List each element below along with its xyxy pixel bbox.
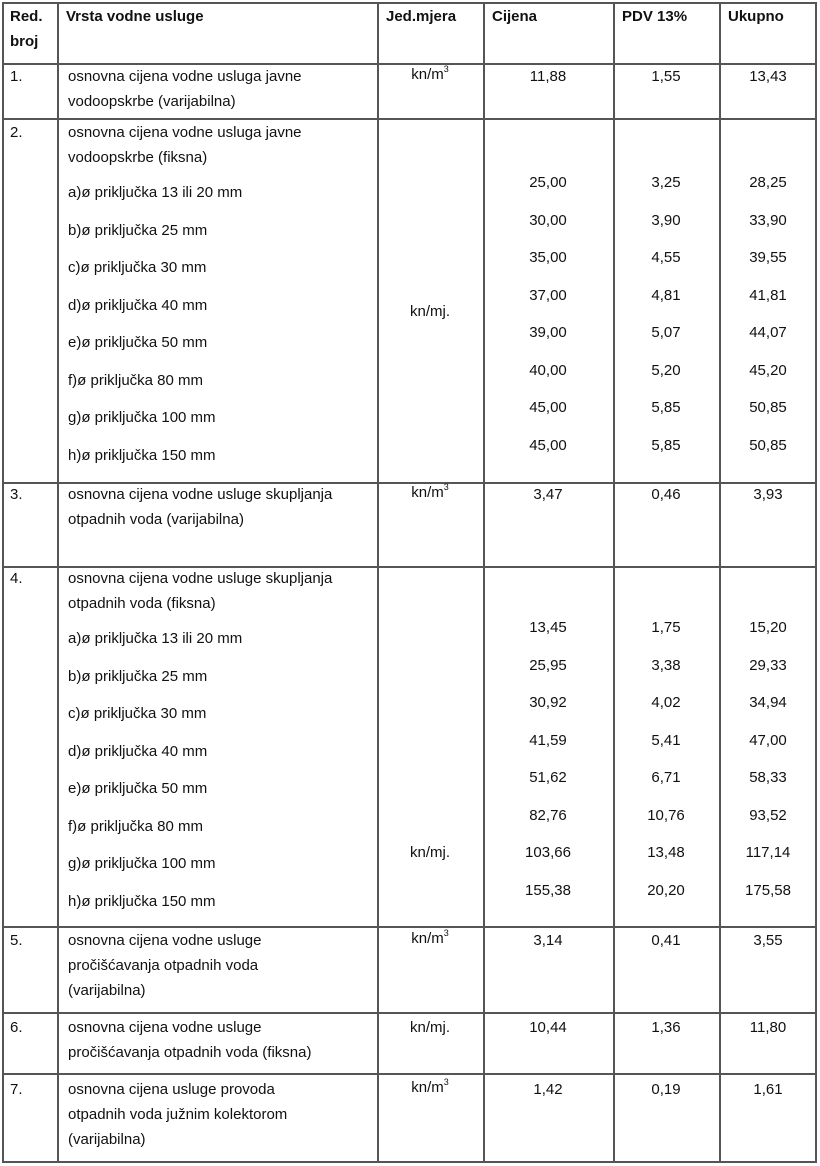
header-cijena: Cijena xyxy=(492,8,538,25)
row-number: 6. xyxy=(10,1019,23,1036)
ukupno-cell: 29,33 xyxy=(749,656,787,674)
sub-item-label: d)ø priključka 40 mm xyxy=(68,742,208,760)
column-divider xyxy=(57,4,59,1161)
pdv-cell: 1,75 xyxy=(651,619,681,636)
row-description xyxy=(68,928,261,1003)
description-line: otpadnih voda (varijabilna) xyxy=(68,511,244,528)
unit-text: kn/m xyxy=(411,484,444,501)
ukupno-cell: 39,55 xyxy=(749,249,787,266)
ukupno-cell: 47,00 xyxy=(749,731,787,749)
sub-item-label: c)ø priključka 30 mm xyxy=(68,705,207,722)
header-jed-mjera: Jed.mjera xyxy=(386,8,457,25)
ukupno-column xyxy=(719,164,817,464)
pdv-cell: 4,55 xyxy=(651,249,681,266)
ukupno-cell: 44,07 xyxy=(749,324,787,341)
ukupno-cell: 175,58 xyxy=(745,881,791,899)
ukupno-cell: 41,81 xyxy=(749,286,787,304)
ukupno-cell: 50,85 xyxy=(749,436,787,454)
description-line: osnovna cijena vodne usluga javne xyxy=(68,68,302,85)
pdv-cell: 3,90 xyxy=(651,211,681,229)
row-number: 1. xyxy=(10,68,23,85)
ukupno-cell: 1,61 xyxy=(753,1081,783,1098)
description-line: pročišćavanja otpadnih voda (fiksna) xyxy=(68,1044,312,1061)
ukupno-cell: 3,55 xyxy=(753,932,783,949)
description-line: (varijabilna) xyxy=(68,1131,146,1148)
sub-item-label: b)ø priključka 25 mm xyxy=(68,667,208,685)
cijena-cell: 1,42 xyxy=(533,1081,563,1098)
cijena-cell: 37,00 xyxy=(529,286,567,304)
cijena-cell: 10,44 xyxy=(529,1019,567,1036)
sub-item-label: a)ø priključka 13 ili 20 mm xyxy=(68,184,243,201)
pdv-column xyxy=(613,164,719,464)
cijena-cell: 155,38 xyxy=(525,881,571,899)
cijena-cell: 103,66 xyxy=(525,844,571,861)
cijena-cell: 25,00 xyxy=(529,174,567,191)
sub-item-label: f)ø priključka 80 mm xyxy=(68,371,204,389)
unit-exponent: 3 xyxy=(443,482,449,492)
ukupno-cell: 28,25 xyxy=(749,174,787,191)
pdv-cell: 5,07 xyxy=(651,324,681,341)
pdv-cell: 6,71 xyxy=(651,769,681,786)
row-description xyxy=(68,1015,311,1065)
description-line: vodoopskrbe (fiksna) xyxy=(68,149,208,166)
sub-item-label: b)ø priključka 25 mm xyxy=(68,221,208,239)
description-line: osnovna cijena usluge provoda xyxy=(68,1081,275,1098)
sub-item-label: h)ø priključka 150 mm xyxy=(68,892,216,910)
ukupno-cell: 45,20 xyxy=(749,361,787,379)
cijena-cell: 3,47 xyxy=(533,486,563,503)
pdv-cell: 1,36 xyxy=(651,1019,681,1036)
pdv-cell: 4,81 xyxy=(651,286,681,304)
header-vrsta: Vrsta vodne usluge xyxy=(66,8,204,25)
sub-item-label: d)ø priključka 40 mm xyxy=(68,296,208,314)
description-line: osnovna cijena vodne usluge skupljanja xyxy=(68,570,333,587)
sub-item-label: a)ø priključka 13 ili 20 mm xyxy=(68,630,243,647)
description-line: osnovna cijena vodne usluge skupljanja xyxy=(68,486,333,503)
cijena-column xyxy=(483,164,613,464)
pdv-cell: 5,20 xyxy=(651,361,681,379)
pdv-cell: 3,38 xyxy=(651,656,681,674)
ukupno-cell: 33,90 xyxy=(749,211,787,229)
row-number: 7. xyxy=(10,1081,23,1098)
pdv-cell: 1,55 xyxy=(651,68,681,85)
ukupno-column xyxy=(719,609,817,909)
pdv-cell: 0,46 xyxy=(651,486,681,503)
cijena-cell: 13,45 xyxy=(529,619,567,636)
sub-item-label: e)ø priključka 50 mm xyxy=(68,780,208,797)
unit-cell: kn/mj. xyxy=(409,1019,450,1036)
pdv-cell: 3,25 xyxy=(651,174,681,191)
cijena-cell: 82,76 xyxy=(529,806,567,824)
unit-cell xyxy=(377,480,483,505)
cijena-cell: 45,00 xyxy=(529,399,567,416)
ukupno-cell: 93,52 xyxy=(749,806,787,824)
unit-text: kn/m xyxy=(411,66,444,83)
header-red-broj-line1: Red. xyxy=(10,8,43,25)
ukupno-cell: 11,80 xyxy=(749,1019,787,1036)
unit-exponent: 3 xyxy=(443,928,449,938)
pdv-cell: 4,02 xyxy=(651,694,681,711)
pdv-cell: 5,85 xyxy=(651,399,681,416)
sub-item-label: c)ø priključka 30 mm xyxy=(68,259,207,276)
description-line: otpadnih voda južnim kolektorom xyxy=(68,1106,288,1123)
description-line: osnovna cijena vodne usluga javne xyxy=(68,124,302,141)
header-red-broj-line2: broj xyxy=(10,33,39,50)
row-number: 4. xyxy=(10,570,23,587)
unit-exponent: 3 xyxy=(443,64,449,74)
ukupno-cell: 58,33 xyxy=(749,769,787,786)
pdv-cell: 13,48 xyxy=(647,844,685,861)
sub-item-label: e)ø priključka 50 mm xyxy=(68,334,208,351)
pdv-cell: 0,19 xyxy=(651,1081,681,1098)
sub-item-list xyxy=(68,174,242,474)
ukupno-cell: 13,43 xyxy=(749,68,787,85)
row-number: 5. xyxy=(10,932,23,949)
description-line: vodoopskrbe (varijabilna) xyxy=(68,93,236,110)
pdv-cell: 5,41 xyxy=(651,731,681,749)
pdv-cell: 20,20 xyxy=(647,881,685,899)
ukupno-cell: 117,14 xyxy=(745,844,791,861)
header-red-broj xyxy=(10,4,43,54)
pdv-cell: 5,85 xyxy=(651,436,681,454)
row-description xyxy=(68,482,332,532)
cijena-cell: 30,00 xyxy=(529,211,567,229)
sub-item-label: f)ø priključka 80 mm xyxy=(68,817,204,835)
row-description xyxy=(68,120,302,170)
description-line: otpadnih voda (fiksna) xyxy=(68,595,216,612)
cijena-cell: 45,00 xyxy=(529,436,567,454)
cijena-cell: 11,88 xyxy=(529,68,567,85)
column-divider xyxy=(377,4,379,1161)
cijena-cell: 39,00 xyxy=(529,324,567,341)
unit-cell xyxy=(377,926,483,951)
unit-text: kn/m xyxy=(411,930,444,947)
sub-item-label: g)ø priključka 100 mm xyxy=(68,855,216,872)
cijena-cell: 25,95 xyxy=(529,656,567,674)
unit-cell: kn/mj. xyxy=(409,844,450,861)
cijena-cell: 3,14 xyxy=(533,932,563,949)
sub-item-label: g)ø priključka 100 mm xyxy=(68,409,216,426)
unit-cell xyxy=(377,1075,483,1100)
unit-cell xyxy=(377,62,483,87)
row-description xyxy=(68,64,302,114)
description-line: osnovna cijena vodne usluge xyxy=(68,932,262,949)
row-number: 3. xyxy=(10,486,23,503)
row-divider xyxy=(4,1012,815,1014)
pdv-cell: 0,41 xyxy=(651,932,681,949)
cijena-cell: 35,00 xyxy=(529,249,567,266)
ukupno-cell: 15,20 xyxy=(749,619,787,636)
cijena-cell: 51,62 xyxy=(529,769,567,786)
pdv-cell: 10,76 xyxy=(647,806,685,824)
ukupno-cell: 50,85 xyxy=(749,399,787,416)
row-description xyxy=(68,566,332,616)
cijena-cell: 30,92 xyxy=(529,694,567,711)
sub-item-list xyxy=(68,620,242,920)
description-line: osnovna cijena vodne usluge xyxy=(68,1019,262,1036)
ukupno-cell: 3,93 xyxy=(753,486,783,503)
ukupno-cell: 34,94 xyxy=(749,694,787,711)
cijena-column xyxy=(483,609,613,909)
unit-cell: kn/mj. xyxy=(409,303,450,320)
unit-exponent: 3 xyxy=(443,1077,449,1087)
unit-text: kn/m xyxy=(411,1079,444,1096)
cijena-cell: 40,00 xyxy=(529,361,567,379)
row-description xyxy=(68,1077,287,1152)
cijena-cell: 41,59 xyxy=(529,731,567,749)
pdv-column xyxy=(613,609,719,909)
sub-item-label: h)ø priključka 150 mm xyxy=(68,446,216,464)
description-line: pročišćavanja otpadnih voda xyxy=(68,957,259,974)
row-number: 2. xyxy=(10,124,23,141)
header-pdv: PDV 13% xyxy=(622,8,688,25)
description-line: (varijabilna) xyxy=(68,982,146,999)
header-ukupno: Ukupno xyxy=(728,8,784,25)
